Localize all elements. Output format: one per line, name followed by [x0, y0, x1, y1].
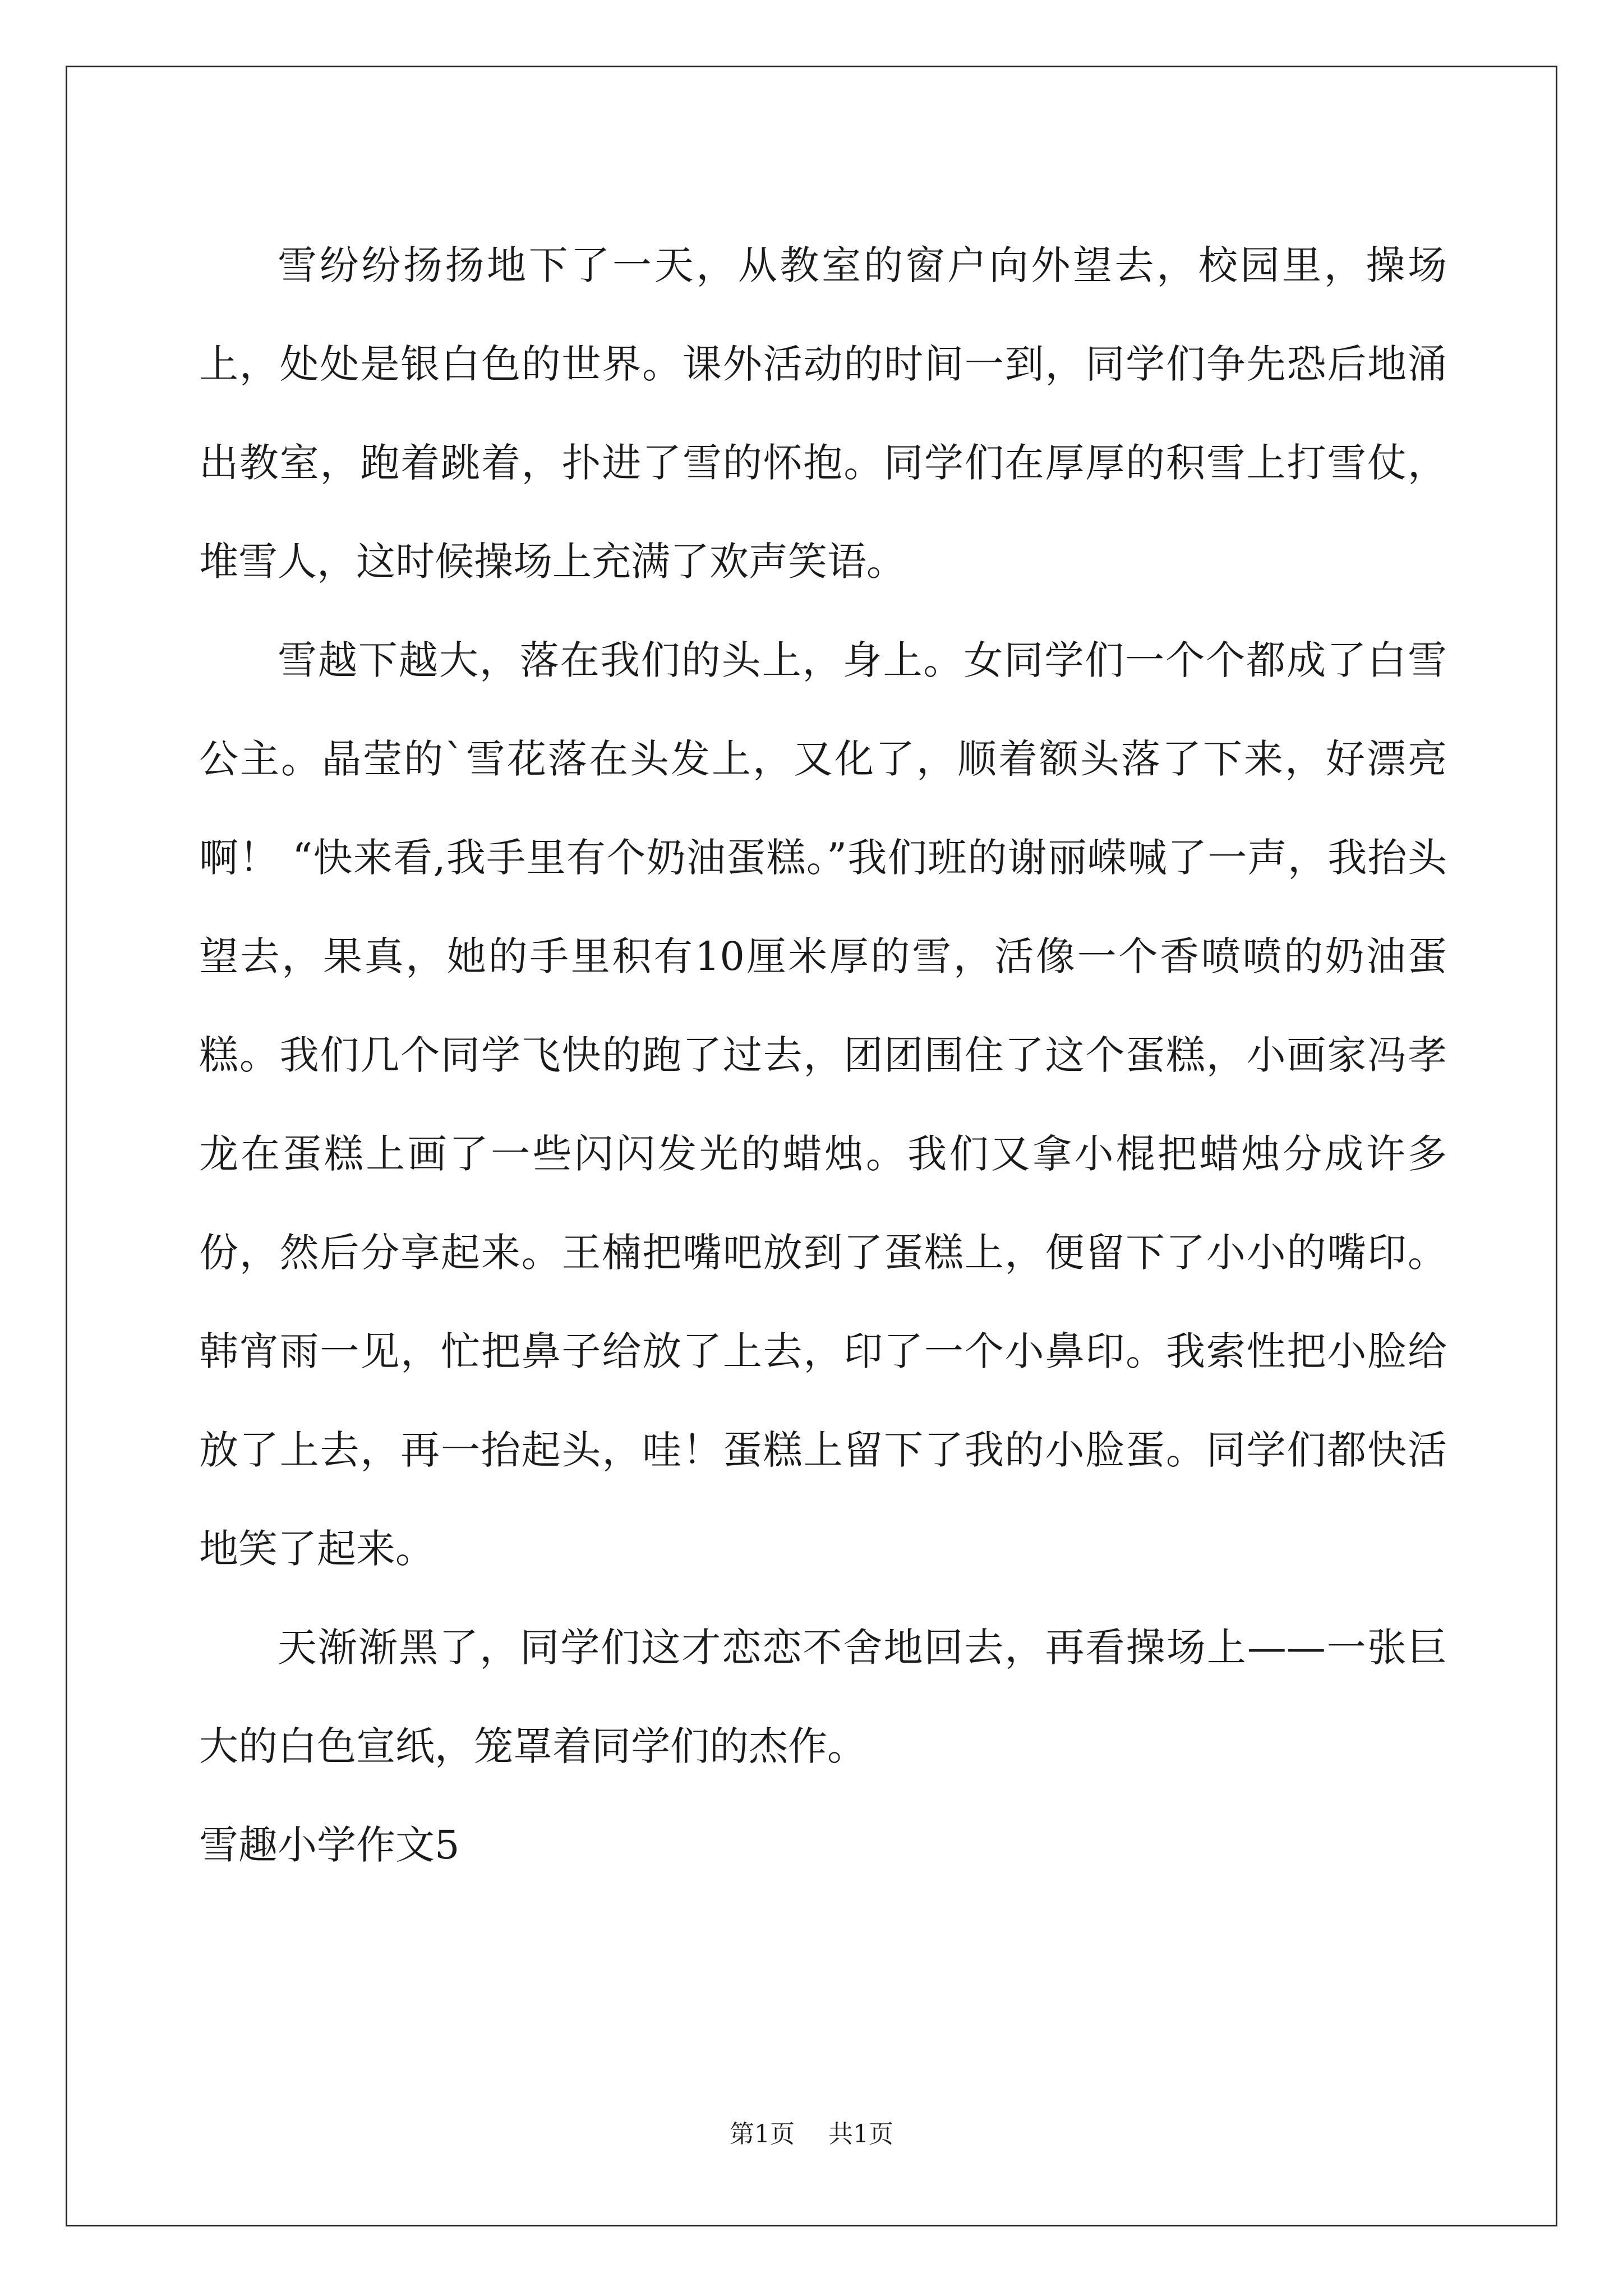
paragraph-1: 雪纷纷扬扬地下了一天，从教室的窗户向外望去，校园里，操场上，处处是银白色的世界。课外活动的时间一到，同学们争先恐后地涌出教室，跑着跳着，扑进了雪的怀抱。同学们在厚厚的积雪上打雪仗，堆雪人，这时候操场上充满了欢声笑语。: [199, 242, 1447, 585]
paragraph-2: 雪越下越大，落在我们的头上，身上。女同学们一个个都成了白雪公主。晶莹的`雪花落在头发上，又化了，顺着额头落了下来，好漂亮啊！ “快来看,我手里有个奶油蛋糕。”我们班的谢丽嵘喊了一声，我抬头望去，果真，她的手里积有10厘米厚的雪，活像一个香喷喷的奶油蛋糕。我们几个同学飞快的跑了过去，团团围住了这个蛋糕，小画家冯孝龙在蛋糕上画了一些闪闪发光的蜡烛。我们又拿小棍把蜡烛分成许多份，然后分享起来。王楠把嘴吧放到了蛋糕上，便留下了小小的嘴印。韩宵雨一见，忙把鼻子给放了上去，印了一个小鼻印。我索性把小脸给放了上去，再一抬起头，哇！蛋糕上留下了我的小脸蛋。同学们都快活地笑了起来。: [199, 637, 1447, 1572]
document-body: [199, 216, 1447, 1894]
page-number: 第1页: [730, 2120, 795, 2148]
page-footer: [0, 2118, 1623, 2151]
next-essay-heading: 雪趣小学作文5: [199, 1822, 460, 1868]
paragraph-3: 天渐渐黑了，同学们这才恋恋不舍地回去，再看操场上——一张巨大的白色宣纸，笼罩着同学们的杰作。: [199, 1625, 1447, 1769]
page-total: 共1页: [828, 2120, 893, 2148]
